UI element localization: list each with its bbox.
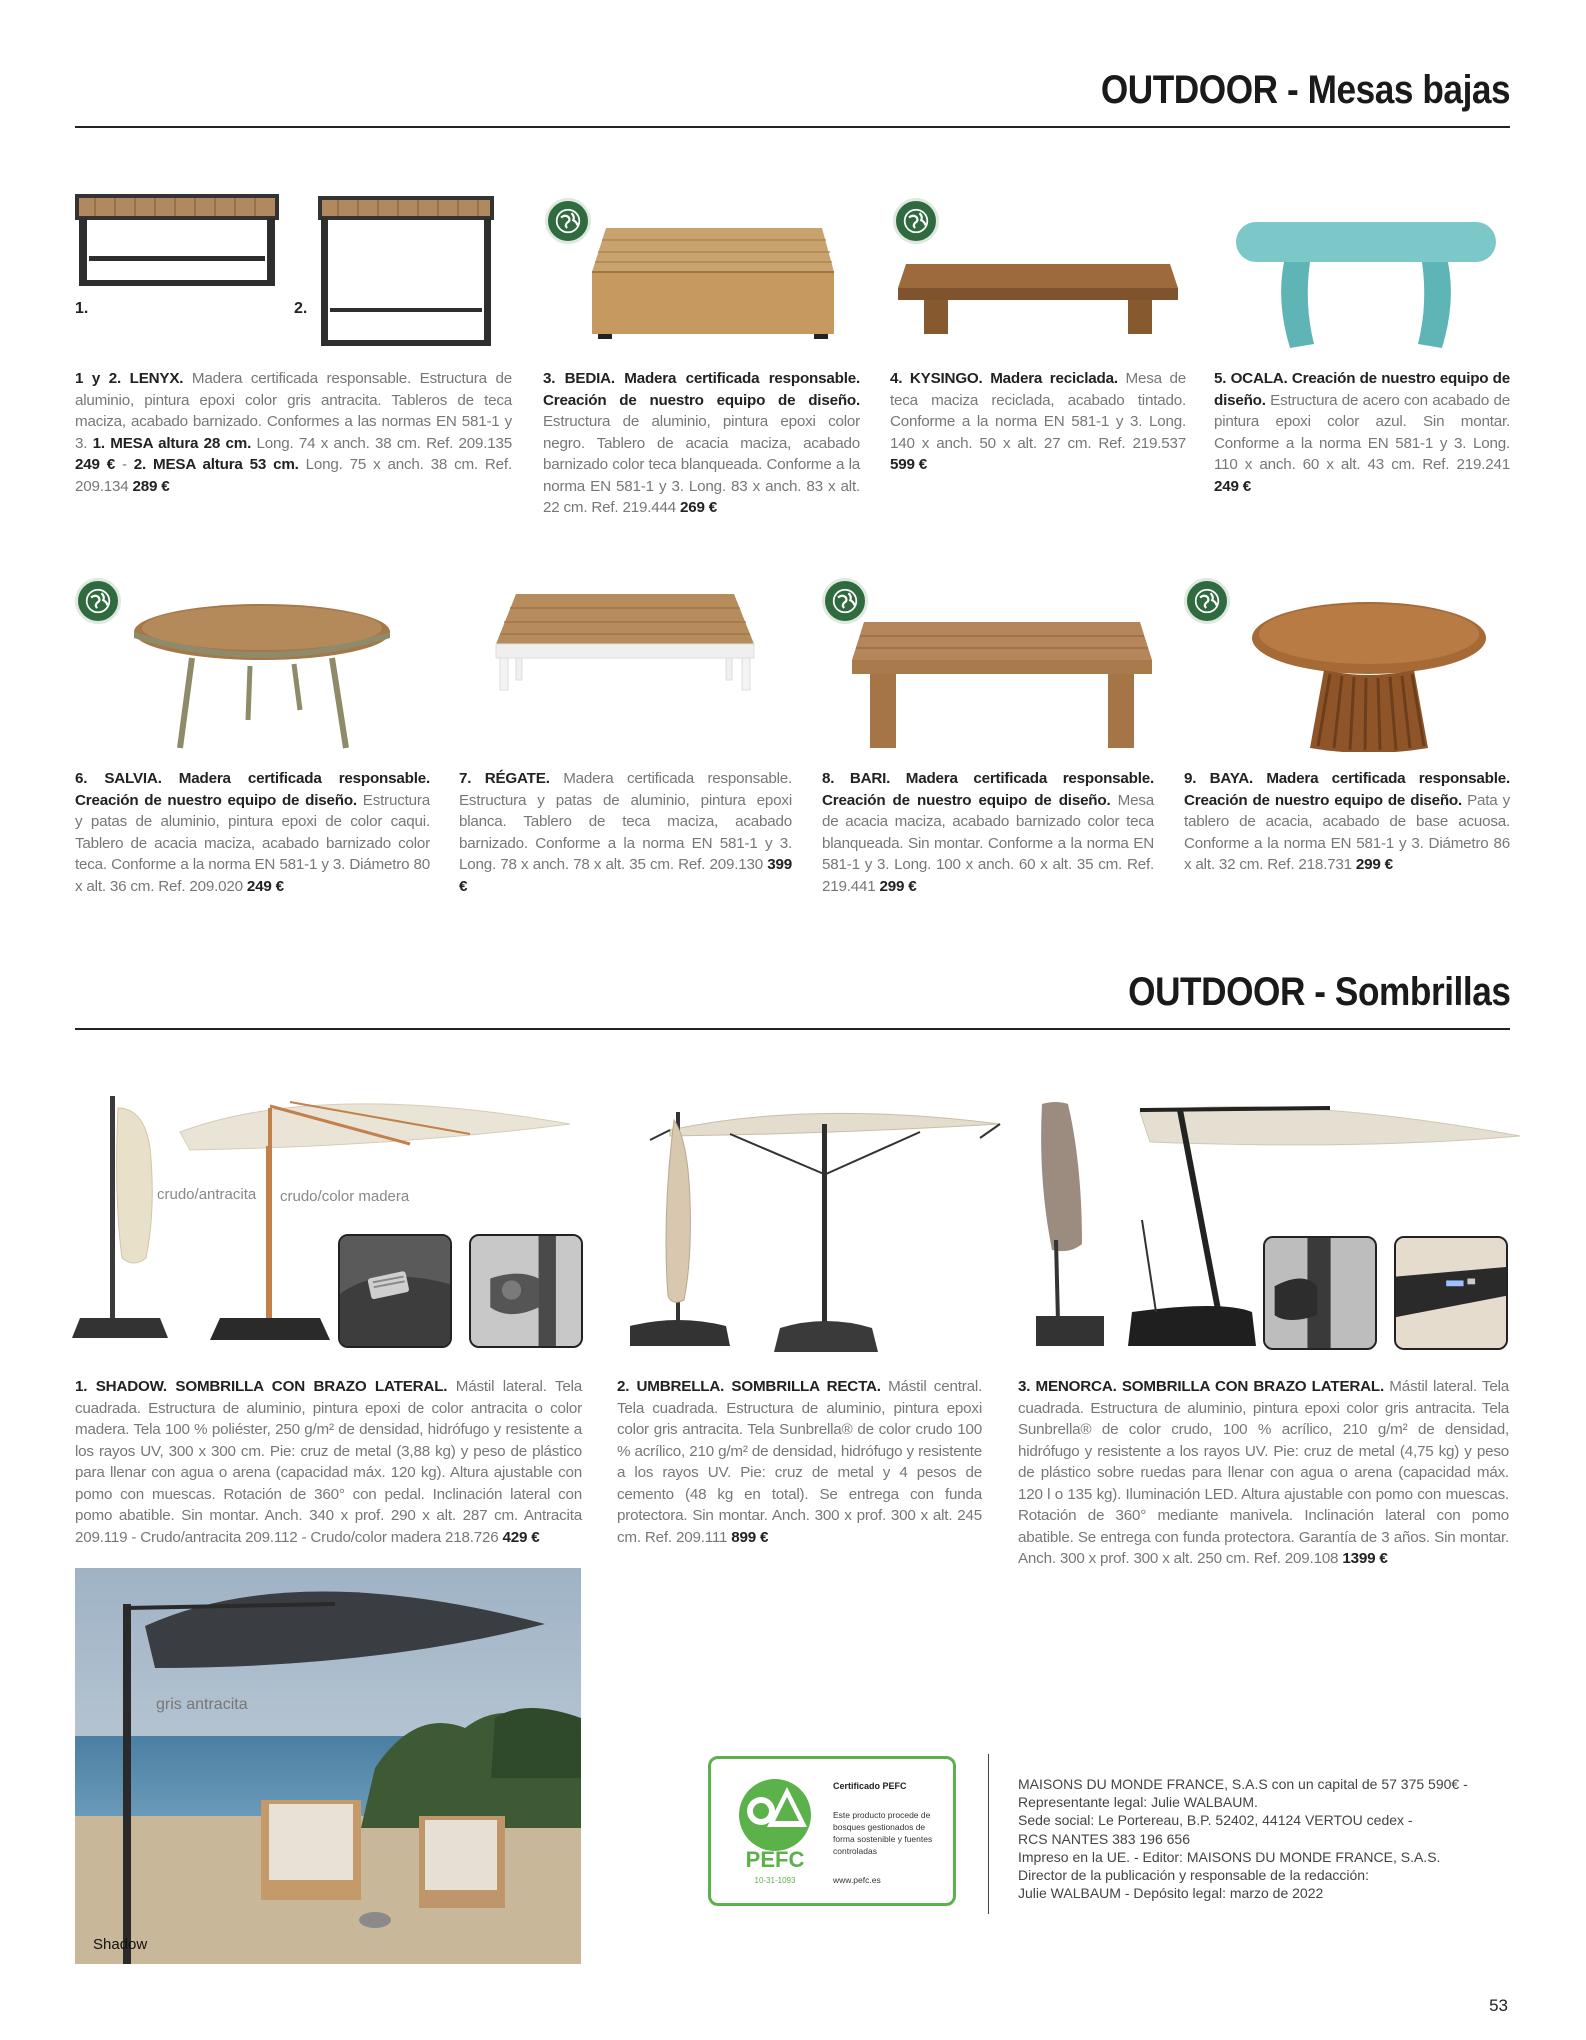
caption-gris-antracita: gris antracita (156, 1696, 248, 1713)
legal-line: RCS NANTES 383 196 656 (1018, 1830, 1190, 1847)
price: 429 € (502, 1528, 540, 1546)
legal-line: MAISONS DU MONDE FRANCE, S.A.S con un capital de 57 375 590€ - (1018, 1776, 1468, 1792)
price: 399 € (459, 856, 792, 895)
svg-text:10-31-1093: 10-31-1093 (754, 1876, 796, 1885)
price: 899 € (731, 1528, 769, 1546)
menorca-crank-detail-image (1263, 1236, 1377, 1350)
legal-divider (988, 1754, 989, 1914)
kysingo-description: 4. KYSINGO. Madera reciclada. Mesa de teca maciza reciclada, acabado tintado. Conforme a la norma EN 581-1 y 3. Long. 140 x anch. 50 x alt. 27 cm. Ref. 219.537 599 € (890, 370, 1187, 473)
eco-globe-icon (75, 578, 121, 624)
price: 289 € (132, 477, 170, 495)
legal-line: Director de la publicación y responsable de la redacción: (1018, 1867, 1369, 1884)
caption-crudo-antracita: crudo/antracita (157, 1186, 257, 1203)
price: 599 € (890, 456, 928, 473)
bedia-description: 3. BEDIA. Madera certificada responsable. Creación de nuestro equipo de diseño. Estructura de aluminio, pintura epoxi color negro. Tablero de acacia maciza, acabado barnizado color teca blanqueada. Conforme a la norma EN 581-1 y 3. Long. 83 x anch. 83 x alt. 22 cm. Ref. 219.444 269 € (543, 370, 860, 516)
shadow-pedal-detail-image (338, 1234, 452, 1348)
bedia-table-image (590, 226, 836, 340)
shadow-lifestyle-photo (75, 1568, 581, 1964)
legal-line: Sede social: Le Portereau, B.P. 52402, 44124 VERTOU cedex - (1018, 1812, 1413, 1829)
shadow-knob-detail-image (469, 1234, 583, 1348)
umbrella-straight-image (630, 1104, 1002, 1356)
section-rule (75, 1028, 1510, 1030)
eco-globe-icon (545, 198, 591, 244)
umbrella-description: 2. UMBRELLA. SOMBRILLA RECTA. Mástil central. Tela cuadrada. Estructura de aluminio, pintura epoxi color gris antracita. Tela Sunbrella® de color crudo 100 % acrílico, 210 g/m² de densidad, hidrófugo y resistente a los rayos UV. Pie: cruz de metal y 4 pesos de cemento (48 kg en total). Se entrega con funda protectora. Sin montar. Anch. 300 x prof. 300 x alt. 245 cm. Ref. 209.111 899 € (617, 1378, 983, 1546)
photo-tag-shadow: Shadow (93, 1936, 148, 1953)
legal-line: Impreso en la UE. - Editor: MAISONS DU MONDE FRANCE, S.A.S. (1018, 1848, 1441, 1865)
price: 269 € (680, 499, 718, 516)
ocala-description: 5. OCALA. Creación de nuestro equipo de diseño. Estructura de acero con acabado de pintura epoxi color azul. Sin montar. Conforme a la norma EN 581-1 y 3. Long. 110 x anch. 60 x alt. 43 cm. Ref. 219.241 249 € (1214, 370, 1510, 495)
lenyx-high-table-image (318, 196, 494, 348)
baya-table-image (1250, 600, 1488, 752)
bari-description: 8. BARI. Madera certificada responsable. Creación de nuestro equipo de diseño. Mesa de acacia maciza, acabado barnizado color teca blanqueada. Sin montar. Conforme a la norma EN 581-1 y 3. Long. 100 x anch. 60 x alt. 35 cm. Ref. 219.441 299 € (822, 770, 1154, 895)
baya-description: 9. BAYA. Madera certificada responsable. Creación de nuestro equipo de diseño. Pata y tablero de acacia, acabado de base acuosa. Conforme a la norma EN 581-1 y 3. Diámetro 86 x alt. 32 cm. Ref. 218.731 299 € (1184, 770, 1510, 873)
lenyx-low-table-image (75, 192, 280, 292)
pefc-url: www.pefc.es (833, 1875, 881, 1885)
pefc-logo (723, 1771, 827, 1889)
section-rule (75, 126, 1510, 128)
shadow-description: 1. SHADOW. SOMBRILLA CON BRAZO LATERAL. Mástil lateral. Tela cuadrada. Estructura de aluminio, pintura epoxi de color antracita o color madera. Tela 100 % poliéster, 250 g/m² de densidad, hidrófugo y resistente a los rayos UV, 300 x 300 cm. Pie: cruz de metal (3,88 kg) y peso de plástico para llenar con agua o arena (capacidad máx. 120 kg). Altura ajustable con pomo con muescas. Rotación de 360° con pedal. Inclinación lateral con pomo abatible. Sin montar. Anch. 340 x prof. 290 x alt. 287 cm. Antracita 209.119 - Crudo/antracita 209.112 - Crudo/color madera 218.726 429 € (75, 1378, 582, 1546)
menorca-led-detail-image (1394, 1236, 1508, 1350)
section-title-sombrillas: OUTDOOR - Sombrillas (1127, 970, 1510, 1014)
lenyx-label-1: 1. (75, 300, 89, 317)
eco-globe-icon (893, 198, 939, 244)
price: 299 € (1355, 856, 1393, 873)
bari-table-image (850, 620, 1154, 750)
legal-line: Representante legal: Julie WALBAUM. (1018, 1794, 1258, 1811)
pefc-text: Este producto procede de bosques gestionados de forma sostenible y fuentes controladas (833, 1810, 933, 1856)
eco-globe-icon (822, 578, 868, 624)
price: 299 € (879, 877, 917, 895)
salvia-table-image (132, 602, 392, 752)
price: 249 € (1214, 477, 1252, 495)
legal-line: Julie WALBAUM - Depósito legal: marzo de 2022 (1018, 1885, 1324, 1902)
pefc-title: Certificado PEFC (833, 1781, 907, 1791)
lenyx-label-2: 2. (294, 300, 308, 317)
menorca-description: 3. MENORCA. SOMBRILLA CON BRAZO LATERAL. Mástil lateral. Tela cuadrada. Estructura de aluminio, pintura epoxi color gris antracita. Tela Sunbrella® de color crudo, 100 % acrílico, 210 g/m² de densidad, hidrófugo y resistente a los rayos UV. Pie: cruz de metal (4,75 kg) y peso de plástico sobre ruedas para llenar con agua o arena (capacidad máx. 120 l o 135 kg). Iluminación LED. Altura ajustable con pomo con muescas. Rotación de 360° mediante manivela. Inclinación lateral con pomo abatible. Se entrega con funda protectora. Garantía de 3 años. Sin montar. Anch. 300 x prof. 300 x alt. 250 cm. Ref. 209.108 1399 € (1018, 1378, 1509, 1567)
legal-notice (1018, 1775, 1468, 1902)
lenyx-description: 1 y 2. LENYX. Madera certificada responsable. Estructura de aluminio, pintura epoxi color gris antracita. Tableros de teca maciza, acabado barnizado. Conformes a las normas EN 581-1 y 3. 1. MESA altura 28 cm. Long. 74 x anch. 38 cm. Ref. 209.135 249 € - 2. MESA altura 53 cm. Long. 75 x anch. 38 cm. Ref. 209.134 289 € (75, 370, 512, 495)
regate-description: 7. RÉGATE. Madera certificada responsable. Estructura y patas de aluminio, pintura epoxi blanca. Tablero de teca maciza, acabado barnizado. Conforme a la norma EN 581-1 y 3. Long. 78 x anch. 78 x alt. 35 cm. Ref. 209.130 399 € (459, 770, 793, 895)
caption-crudo-madera: crudo/color madera (280, 1188, 410, 1205)
svg-text:PEFC: PEFC (745, 1847, 805, 1872)
pefc-certificate-box (708, 1756, 956, 1906)
section-title-mesas-bajas: OUTDOOR - Mesas bajas (1100, 68, 1510, 112)
salvia-description: 6. SALVIA. Madera certificada responsable. Creación de nuestro equipo de diseño. Estructura y patas de aluminio, pintura epoxi de color caqui. Tablero de acacia maciza, acabado barnizado color teca. Conforme a la norma EN 581-1 y 3. Diámetro 80 x alt. 36 cm. Ref. 209.020 249 € (75, 770, 430, 895)
kysingo-table-image (896, 262, 1180, 336)
ocala-table-image (1234, 220, 1498, 350)
price: 1399 € (1342, 1550, 1388, 1567)
regate-table-image (494, 592, 756, 692)
page-number: 53 (1489, 1996, 1508, 2015)
price: 249 € (246, 877, 284, 895)
eco-globe-icon (1184, 578, 1230, 624)
price: 249 € (75, 456, 115, 473)
